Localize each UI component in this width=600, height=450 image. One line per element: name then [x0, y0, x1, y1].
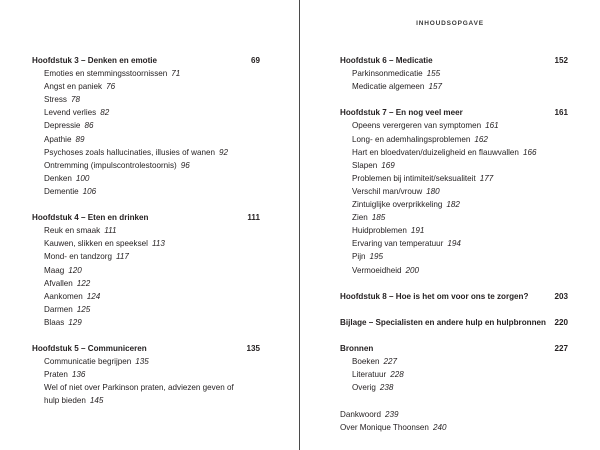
toc-entry: [32, 303, 260, 316]
entry-title: Psychoses zoals hallucinaties, illusies of wanen: [44, 147, 215, 157]
entry-page-number: 166: [522, 147, 537, 157]
toc-section: [32, 211, 260, 329]
chapter-heading: [340, 106, 568, 119]
toc-entry: [340, 119, 568, 132]
entry-page-number: 135: [135, 357, 149, 367]
toc-section: [340, 54, 568, 93]
toc-entry: [32, 381, 260, 394]
chapter-page-number: 227: [554, 344, 568, 354]
entry-title: Depressie: [44, 121, 81, 131]
entry-title: Blaas: [44, 317, 65, 327]
entry-title: Mond- en tandzorg: [44, 252, 112, 262]
toc-entry: [32, 237, 260, 250]
toc-entry: [340, 198, 568, 211]
entry-page-number: 111: [104, 226, 117, 236]
chapter-title: Hoofdstuk 6 – Medicatie: [340, 56, 433, 65]
toc-entry: [340, 224, 568, 237]
chapter-page-number: 135: [246, 344, 260, 354]
toc-entry: [32, 119, 260, 132]
entry-title: Medicatie algemeen: [352, 82, 425, 92]
entry-title: Problemen bij intimiteit/seksualiteit: [352, 173, 476, 183]
entry-page-number: 180: [426, 186, 440, 196]
entry-page-number: 100: [75, 173, 90, 183]
entry-page-number: 120: [68, 265, 82, 275]
toc-entry: [32, 146, 260, 159]
toc-section: [340, 342, 568, 394]
toc-entry: [340, 133, 568, 146]
right-page: [340, 54, 568, 434]
toc-entry: [340, 67, 568, 80]
toc-entry: [32, 67, 260, 80]
toc-section: [340, 290, 568, 303]
entry-page-number: 155: [426, 69, 441, 79]
chapter-page-number: 161: [554, 108, 568, 118]
toc-entry: [32, 133, 260, 146]
entry-page-number: 71: [171, 69, 181, 79]
toc-entry: [340, 250, 568, 263]
entry-title: Parkinsonmedicatie: [352, 69, 423, 79]
chapter-page-number: 220: [554, 317, 568, 327]
toc-entry: [340, 368, 568, 381]
chapter-page-number: 69: [250, 56, 260, 65]
toc-entry: [32, 172, 260, 185]
entry-page-number: 177: [479, 173, 494, 183]
entry-page-number: 182: [446, 200, 460, 210]
entry-page-number: 117: [115, 252, 129, 262]
toc-section: [32, 54, 260, 198]
entry-title: Communicatie begrijpen: [44, 357, 132, 367]
toc-section: [340, 316, 568, 329]
entry-title: Emoties en stemmingsstoornissen: [44, 69, 168, 79]
entry-page-number: 124: [86, 291, 101, 301]
toc-entry: [32, 277, 260, 290]
entry-title: Afvallen: [44, 278, 73, 288]
toc-section: [340, 106, 568, 276]
entry-title: Boeken: [352, 357, 380, 367]
entry-title-line2: hulp bieden: [44, 396, 86, 406]
chapter-title: Hoofdstuk 5 – Communiceren: [32, 344, 147, 354]
entry-page-number: 162: [474, 134, 488, 144]
entry-page-number: 82: [100, 108, 110, 118]
toc-entry: [340, 237, 568, 250]
entry-page-number: 145: [89, 396, 104, 406]
entry-page-number: 96: [180, 160, 190, 170]
entry-page-number: 122: [76, 278, 91, 288]
toc-standalone-entry: [340, 421, 568, 434]
chapter-title: Hoofdstuk 7 – En nog veel meer: [340, 108, 463, 118]
entry-page-number: 86: [84, 121, 94, 131]
toc-entry: [340, 159, 568, 172]
entry-page-number: 157: [428, 82, 442, 92]
entry-page-number: 78: [70, 95, 80, 105]
toc-entry: [32, 316, 260, 329]
entry-page-number: 136: [71, 370, 86, 380]
chapter-heading: [340, 316, 568, 329]
entry-title: Darmen: [44, 304, 73, 314]
entry-title: Dankwoord: [340, 409, 381, 419]
toc-entry: [340, 355, 568, 368]
entry-page-number: 76: [106, 82, 116, 92]
entry-title: Long- en ademhalingsproblemen: [352, 134, 471, 144]
entry-page-number: 129: [68, 317, 82, 327]
entry-page-number: 125: [76, 304, 91, 314]
entry-page-number: 89: [75, 134, 85, 144]
entry-title: Maag: [44, 265, 65, 275]
entry-title: Verschil man/vrouw: [352, 186, 423, 196]
entry-page-number: 227: [383, 357, 397, 367]
entry-title: Stress: [44, 95, 67, 105]
entry-title: Pijn: [352, 252, 366, 262]
entry-page-number: 161: [485, 121, 499, 131]
entry-title: Praten: [44, 370, 68, 380]
entry-page-number: 169: [381, 160, 395, 170]
page-gutter: [299, 0, 300, 450]
entry-title: Ervaring van temperatuur: [352, 239, 444, 249]
toc-entry: [340, 172, 568, 185]
entry-page-number: 185: [371, 213, 386, 223]
entry-title: Zintuiglijke overprikkeling: [352, 200, 443, 210]
chapter-page-number: 152: [554, 56, 568, 65]
chapter-page-number: 203: [554, 291, 568, 301]
chapter-page-number: 111: [247, 213, 260, 223]
entry-title: Angst en paniek: [44, 82, 103, 92]
chapter-heading: [340, 54, 568, 67]
entry-title: Dementie: [44, 186, 79, 196]
toc-entry: [32, 355, 260, 368]
entry-title: Reuk en smaak: [44, 226, 101, 236]
toc-entry: [32, 159, 260, 172]
entry-title: Slapen: [352, 160, 378, 170]
entry-title: Denken: [44, 173, 72, 183]
toc-entry: [340, 146, 568, 159]
chapter-heading: [340, 290, 568, 303]
entry-page-number: 239: [384, 409, 399, 419]
chapter-title: Hoofdstuk 8 – Hoe is het om voor ons te zorgen?: [340, 291, 529, 301]
entry-page-number: 106: [82, 186, 97, 196]
toc-standalone-entry: [340, 408, 568, 421]
entry-title-line1: Wel of niet over Parkinson praten, adviezen geven of: [44, 383, 234, 393]
chapter-title: Hoofdstuk 4 – Eten en drinken: [32, 213, 149, 223]
entry-page-number: 240: [432, 422, 447, 432]
chapter-title: Hoofdstuk 3 – Denken en emotie: [32, 56, 158, 65]
entry-title: Literatuur: [352, 370, 387, 380]
toc-entry: [32, 368, 260, 381]
chapter-title: Bijlage – Specialisten en andere hulp en hulpbronnen: [340, 317, 546, 327]
toc-entry: [32, 250, 260, 263]
toc-entry: [32, 224, 260, 237]
entry-title: Vermoeidheid: [352, 265, 402, 275]
chapter-heading: [32, 211, 260, 224]
entry-title: Zien: [352, 213, 368, 223]
entry-page-number: 200: [405, 265, 420, 275]
entry-title: Opeens verergeren van symptomen: [352, 121, 482, 131]
entry-title: Over Monique Thoonsen: [340, 422, 429, 432]
toc-entry: [32, 290, 260, 303]
entry-page-number: 195: [369, 252, 384, 262]
entry-title: Ontremming (impulscontrolestoornis): [44, 160, 177, 170]
toc-entry: [340, 185, 568, 198]
toc-entry: [32, 264, 260, 277]
toc-entry: [32, 185, 260, 198]
chapter-heading: [32, 342, 260, 355]
running-head: INHOUDSOPGAVE: [416, 20, 484, 27]
entry-page-number: 228: [390, 370, 404, 380]
entry-page-number: 113: [151, 239, 165, 249]
left-page: [32, 54, 260, 421]
toc-entry: [32, 80, 260, 93]
entry-title: Apathie: [44, 134, 72, 144]
entry-title: Levend verlies: [44, 108, 97, 118]
entry-page-number: 194: [447, 239, 461, 249]
toc-entry: [340, 80, 568, 93]
entry-page-number: 238: [379, 383, 394, 393]
toc-entry: [32, 394, 260, 407]
entry-title: Overig: [352, 383, 376, 393]
entry-title: Aankomen: [44, 291, 83, 301]
entry-page-number: 191: [410, 226, 425, 236]
toc-entry: [32, 93, 260, 106]
toc-entry: [340, 211, 568, 224]
chapter-title: Bronnen: [340, 344, 374, 354]
chapter-heading: [32, 54, 260, 67]
toc-section: [32, 342, 260, 407]
toc-entry: [32, 106, 260, 119]
entry-title: Huidproblemen: [352, 226, 407, 236]
entry-title: Kauwen, slikken en speeksel: [44, 239, 148, 249]
toc-entry: [340, 264, 568, 277]
toc-entry: [340, 381, 568, 394]
chapter-heading: [340, 342, 568, 355]
entry-page-number: 92: [218, 147, 228, 157]
entry-title: Hart en bloedvaten/duizeligheid en flauwvallen: [352, 147, 519, 157]
